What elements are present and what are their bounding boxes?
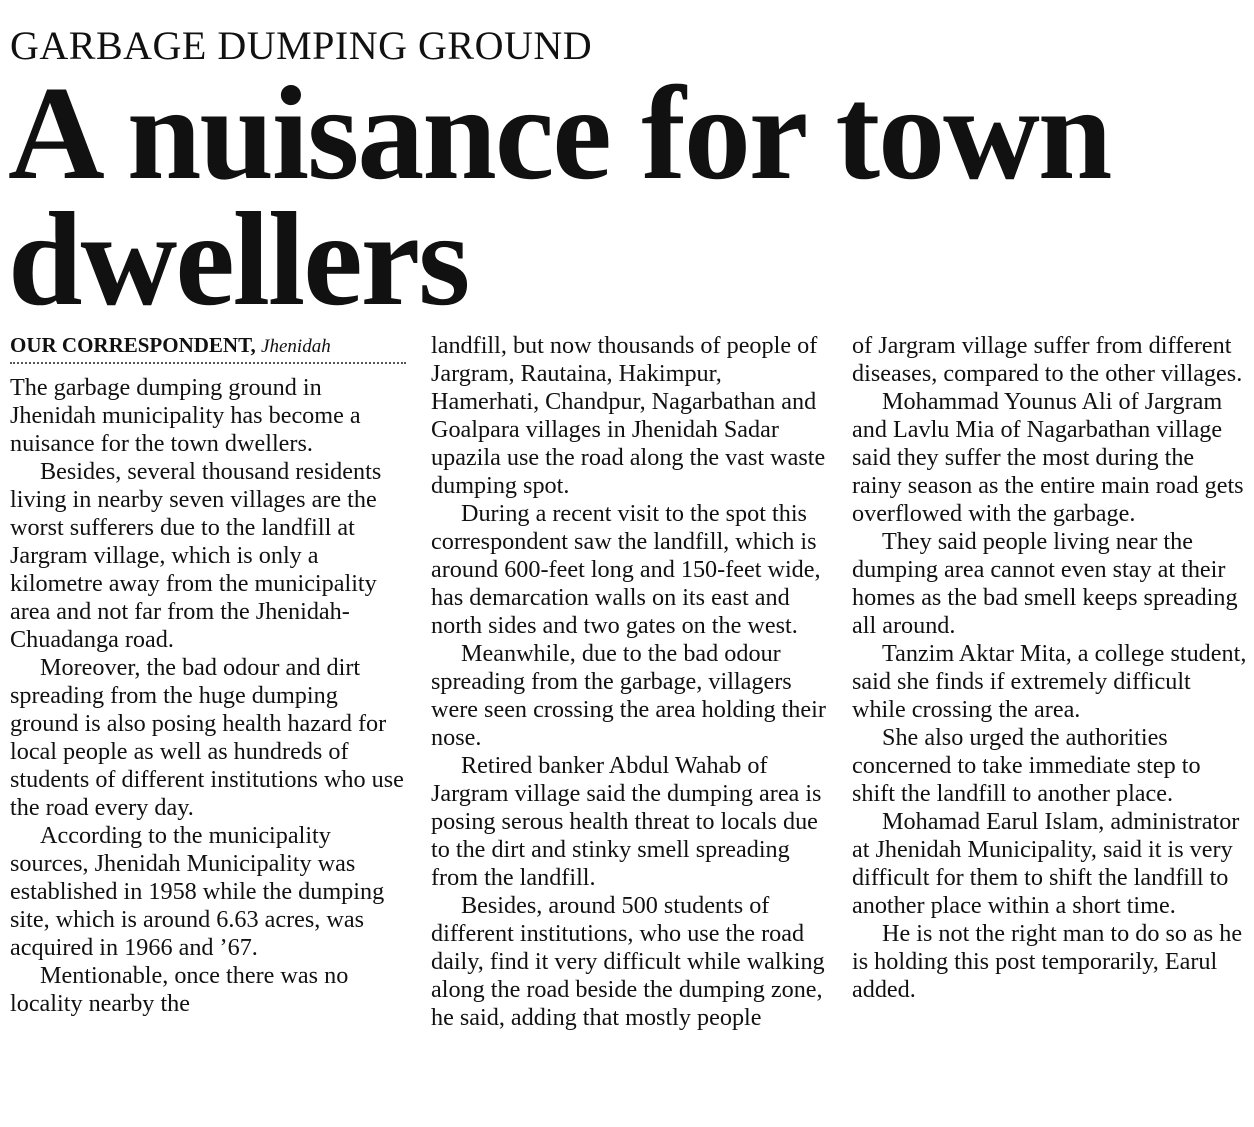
byline [10,332,406,364]
paragraph: He is not the right man to do so as he is holding this post temporarily, Earul added. [852,920,1243,1003]
paragraph: of Jargram village suffer from different diseases, compared to the other villages. [852,332,1243,387]
headline: A nuisance for town dwellers [8,59,1111,333]
paragraph: Mentionable, once there was no locality nearby the [10,962,349,1017]
paragraph: Besides, around 500 students of different institutions, who use the road daily, find it very difficult while walking along the road beside the dumping zone, he said, adding that mostly people [431,892,825,1031]
paragraph: According to the municipality sources, Jhenidah Municipality was established in 1958 while the dumping site, which is around 6.63 acres, was acquired in 1966 and ’67. [10,822,385,961]
paragraph: Mohammad Younus Ali of Jargram and Lavlu Mia of Nagarbathan village said they suffer the most during the rainy season as the entire main road gets overflowed with the garbage. [852,388,1244,527]
kicker: GARBAGE DUMPING GROUND [10,23,593,68]
paragraph: Meanwhile, due to the bad odour spreading from the garbage, villagers were seen crossing the area holding their nose. [431,640,826,751]
paragraph: She also urged the authorities concerned to take immediate step to shift the landfill to another place. [852,724,1201,807]
paragraph: Besides, several thousand residents living in nearby seven villages are the worst sufferers due to the landfill at Jargram village, which is only a kilometre away from the municipality area and not far from the Jhenidah-Chuadanga road. [10,458,382,653]
paragraph: They said people living near the dumping area cannot even stay at their homes as the bad smell keeps spreading all around. [852,528,1238,639]
column-1 [10,332,406,1018]
paragraph: landfill, but now thousands of people of Jargram, Rautaina, Hakimpur, Hamerhati, Chandpur, Nagarbathan and Goalpara villages in Jhenidah Sadar upazila use the road along the vast waste dumping spot. [431,332,826,499]
byline-author: OUR CORRESPONDENT, [10,333,256,357]
paragraph: Mohamad Earul Islam, administrator at Jhenidah Municipality, said it is very difficult for them to shift the landfill to another place within a short time. [852,808,1240,919]
column-2 [431,332,827,1032]
paragraph: Tanzim Aktar Mita, a college student, said she finds if extremely difficult while crossing the area. [852,640,1247,723]
byline-location: Jhenidah [261,336,331,357]
paragraph: Retired banker Abdul Wahab of Jargram village said the dumping area is posing serous health threat to locals due to the dirt and stinky smell spreading from the landfill. [431,752,822,891]
paragraph: During a recent visit to the spot this correspondent saw the landfill, which is around 600-feet long and 150-feet wide, has demarcation walls on its east and north sides and two gates on the west. [431,500,821,639]
column-3 [852,332,1248,1004]
paragraph: The garbage dumping ground in Jhenidah municipality has become a nuisance for the town dwellers. [10,374,361,457]
paragraph: Moreover, the bad odour and dirt spreading from the huge dumping ground is also posing health hazard for local people as well as hundreds of students of different institutions who use the road every day. [10,654,404,821]
